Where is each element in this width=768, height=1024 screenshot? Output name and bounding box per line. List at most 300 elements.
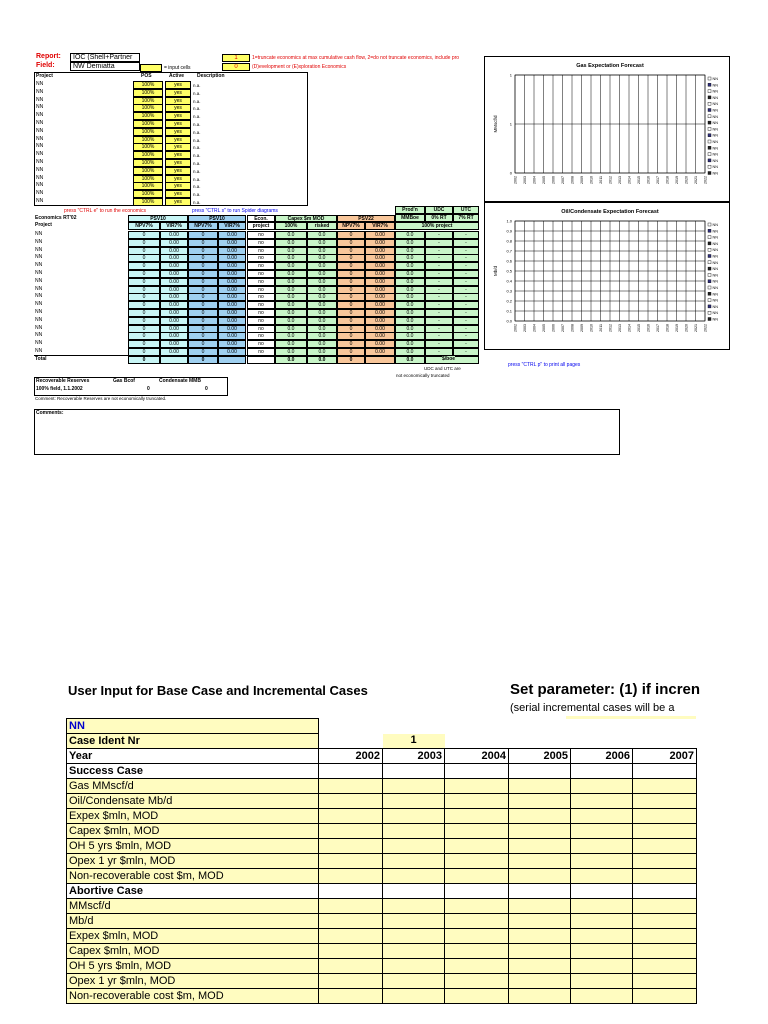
econ-value-cell: 0.0 (307, 348, 337, 356)
econ-value-cell: 0 (337, 340, 365, 348)
input-cell[interactable] (633, 959, 697, 974)
legend-entry: NN (712, 171, 718, 176)
pos-cell[interactable]: 100% (133, 136, 163, 144)
econ-value-cell: 0 (337, 262, 365, 270)
econ-value-cell: no (247, 239, 275, 247)
pos-cell[interactable]: 100% (133, 182, 163, 190)
pos-cell[interactable]: 100% (133, 159, 163, 167)
econ-value-cell: - (453, 348, 479, 356)
econ-row-name: NN (35, 309, 43, 315)
blank (383, 719, 445, 734)
input-cell[interactable] (319, 794, 383, 809)
input-cell[interactable] (445, 944, 509, 959)
econ-value-cell: 0.0 (395, 309, 425, 317)
econ-value-cell: 0 (128, 317, 160, 325)
econ-value-cell: 0.00 (160, 317, 188, 325)
input-cell[interactable] (571, 959, 633, 974)
input-cell[interactable] (571, 884, 633, 899)
input-cell[interactable] (571, 869, 633, 884)
project-name: NN (36, 120, 44, 126)
blank (633, 734, 697, 749)
econ-value-cell: 0.0 (395, 348, 425, 356)
econ-value-cell: 0.0 (395, 254, 425, 262)
y-tick-label: 0.8 (506, 238, 512, 244)
econ-value-cell: 0 (337, 286, 365, 294)
truncate-flag-cell[interactable]: 1 (222, 54, 250, 62)
input-cell[interactable] (445, 959, 509, 974)
econ-row-name: NN (35, 238, 43, 245)
econ-value-cell: 0.00 (160, 239, 188, 247)
input-cell[interactable] (509, 929, 571, 944)
econ-value-cell: - (453, 332, 479, 340)
input-cell[interactable] (445, 779, 509, 794)
active-cell[interactable]: yes (165, 159, 191, 167)
parameter-label: OH 5 yrs $mln, MOD (67, 839, 319, 854)
econ-value-cell: 0.00 (160, 301, 188, 309)
input-cell[interactable] (633, 809, 697, 824)
input-cell[interactable] (633, 764, 697, 779)
econ-value-cell: 0 (188, 270, 218, 278)
input-cell[interactable] (509, 959, 571, 974)
input-cell[interactable] (319, 809, 383, 824)
input-row (67, 929, 697, 944)
econ-col-header: risked (307, 222, 337, 230)
field-value-cell[interactable]: NW Demiatta (70, 62, 140, 71)
total-cell: 0 (128, 356, 160, 364)
input-cell[interactable] (633, 989, 697, 1004)
blank (509, 734, 571, 749)
description-cell: n.a. (193, 192, 201, 198)
input-cell[interactable] (633, 914, 697, 929)
econ-value-cell: 0 (337, 293, 365, 301)
econ-value-cell: 0.0 (395, 332, 425, 340)
input-cell[interactable] (319, 989, 383, 1004)
legend-swatch (708, 90, 711, 93)
input-cell[interactable] (509, 989, 571, 1004)
input-cell[interactable] (445, 839, 509, 854)
input-cell[interactable] (509, 794, 571, 809)
econ-value-cell: 0.0 (275, 239, 307, 247)
econ-value-cell: - (425, 332, 453, 340)
input-cell[interactable] (445, 884, 509, 899)
econ-row-name: NN (35, 277, 43, 284)
input-cell[interactable] (383, 899, 445, 914)
y-tick-label: 1 (509, 72, 512, 78)
econ-value-cell: 0.0 (275, 332, 307, 340)
legend-entry: NN (712, 317, 718, 322)
input-cell[interactable] (509, 974, 571, 989)
active-cell[interactable]: yes (165, 198, 191, 206)
econ-row-name: NN (35, 324, 43, 331)
input-cell[interactable] (633, 929, 697, 944)
x-tick-label: 2003 (523, 176, 527, 184)
econ-col-header: project (247, 222, 275, 230)
active-cell[interactable]: yes (165, 97, 191, 105)
input-cell[interactable] (571, 839, 633, 854)
pos-cell[interactable]: 100% (133, 190, 163, 198)
econ-value-cell: 0.00 (160, 348, 188, 356)
input-cell[interactable] (319, 839, 383, 854)
input-cell[interactable] (509, 779, 571, 794)
active-cell[interactable]: yes (165, 175, 191, 183)
description-cell: n.a. (193, 114, 201, 120)
total-cell: 0 (188, 356, 218, 364)
input-cell[interactable] (383, 869, 445, 884)
econ-value-cell: 0 (128, 247, 160, 255)
legend-swatch (708, 165, 711, 168)
input-cell[interactable] (383, 854, 445, 869)
input-cell[interactable] (445, 824, 509, 839)
input-cell[interactable] (509, 839, 571, 854)
input-cell[interactable] (445, 869, 509, 884)
input-cell[interactable] (571, 824, 633, 839)
econ-value-cell: 0.0 (307, 239, 337, 247)
econ-value-cell: 0 (128, 231, 160, 239)
name-cell[interactable]: NN (67, 719, 319, 734)
input-cell[interactable] (445, 764, 509, 779)
input-cell[interactable] (319, 914, 383, 929)
x-tick-label: 2011 (599, 324, 603, 332)
input-cell[interactable] (509, 914, 571, 929)
econ-value-cell: - (425, 231, 453, 239)
utc-group-header: UTC (453, 206, 479, 214)
input-cell[interactable] (509, 869, 571, 884)
econ-value-cell: 0 (128, 301, 160, 309)
input-cell[interactable] (571, 794, 633, 809)
econ-value-cell: - (453, 293, 479, 301)
legend-swatch (708, 83, 711, 86)
econ-value-cell: - (425, 309, 453, 317)
input-cell[interactable] (319, 899, 383, 914)
input-cell[interactable] (509, 824, 571, 839)
description-cell: n.a. (193, 90, 201, 96)
econ-value-cell: 0 (128, 340, 160, 348)
legend-entry: NN (712, 127, 718, 132)
input-cell[interactable] (319, 779, 383, 794)
mmboe-header: MMBoe (395, 214, 425, 222)
y-tick-label: 0.5 (506, 268, 512, 274)
pos-cell[interactable]: 100% (133, 175, 163, 183)
input-cell[interactable] (445, 989, 509, 1004)
parameter-label: Capex $mln, MOD (67, 824, 319, 839)
x-tick-label: 2017 (656, 176, 660, 184)
legend-entry: NN (712, 254, 718, 259)
x-tick-label: 2017 (656, 324, 660, 332)
econ-value-cell: 0 (188, 278, 218, 286)
legend-swatch (708, 127, 711, 130)
input-cell[interactable] (571, 989, 633, 1004)
y-tick-label: 0.2 (506, 298, 512, 304)
input-cell[interactable] (383, 839, 445, 854)
project-name: NN (36, 159, 44, 165)
econ-row-name: NN (35, 340, 43, 347)
description-cell: n.a. (193, 184, 201, 190)
year-header: 2002 (319, 749, 383, 764)
active-cell[interactable]: yes (165, 136, 191, 144)
input-row (67, 899, 697, 914)
econ-value-cell: 0.0 (395, 231, 425, 239)
econ-value-cell: 0.0 (275, 278, 307, 286)
pos-cell[interactable]: 100% (133, 89, 163, 97)
project-name: NN (36, 198, 44, 204)
input-cell[interactable] (445, 929, 509, 944)
dev-flag-cell[interactable]: 0 (222, 63, 250, 71)
input-cell[interactable] (319, 854, 383, 869)
econ-value-cell: 0.00 (365, 270, 395, 278)
econ-value-cell: 0 (188, 317, 218, 325)
economics-table (34, 206, 478, 378)
input-cell[interactable] (571, 944, 633, 959)
input-cell[interactable] (571, 914, 633, 929)
input-cell[interactable] (383, 929, 445, 944)
econ-value-cell: 0 (337, 301, 365, 309)
econ-col-header: 100% (275, 222, 307, 230)
x-tick-label: 2014 (627, 176, 632, 184)
input-cells-legend-swatch (140, 64, 162, 72)
blank (571, 734, 633, 749)
econ-value-cell: 0.0 (307, 231, 337, 239)
input-cell[interactable] (319, 974, 383, 989)
input-cell[interactable] (633, 854, 697, 869)
econ-row-name: NN (35, 348, 43, 354)
legend-entry: NN (712, 248, 718, 253)
econ-col-header: NPV7% (188, 222, 218, 230)
input-cells-note: = input cells (164, 65, 191, 71)
input-cell[interactable] (571, 854, 633, 869)
legend-entry: NN (712, 273, 718, 278)
econ-value-cell: 0.00 (218, 317, 246, 325)
pos-cell[interactable]: 100% (133, 112, 163, 120)
econ-value-cell: 0.00 (218, 278, 246, 286)
input-cell[interactable] (383, 794, 445, 809)
econ-value-cell: 0 (337, 317, 365, 325)
econ-value-cell: 0.00 (218, 262, 246, 270)
input-cell[interactable] (571, 929, 633, 944)
input-cell[interactable] (571, 974, 633, 989)
input-cell[interactable] (319, 944, 383, 959)
econ-value-cell: 0 (128, 309, 160, 317)
econ-value-cell: no (247, 332, 275, 340)
input-cell[interactable] (571, 809, 633, 824)
input-cell[interactable] (509, 854, 571, 869)
input-cell[interactable] (319, 929, 383, 944)
econ-value-cell: no (247, 348, 275, 356)
input-cell[interactable] (383, 959, 445, 974)
x-tick-label: 2022 (703, 176, 708, 184)
pos-cell[interactable]: 100% (133, 97, 163, 105)
input-cell[interactable] (633, 884, 697, 899)
econ-value-cell: - (453, 309, 479, 317)
y-tick-label: 0.0 (506, 318, 512, 324)
active-col-header: Active (169, 73, 185, 79)
econ-value-cell: 0.0 (307, 340, 337, 348)
project-name: NN (36, 151, 44, 158)
econ-value-cell: - (425, 293, 453, 301)
input-cell[interactable] (319, 824, 383, 839)
input-cell[interactable] (509, 944, 571, 959)
econ-project-header: Project (35, 222, 52, 228)
parameter-label: Oil/Condensate Mb/d (67, 794, 319, 809)
econ-value-cell: 0 (337, 239, 365, 247)
x-tick-label: 2011 (599, 176, 603, 184)
active-cell[interactable]: yes (165, 151, 191, 159)
input-cell[interactable] (383, 944, 445, 959)
econ-value-cell: - (453, 301, 479, 309)
pos-cell[interactable]: 100% (133, 104, 163, 112)
pos-cell[interactable]: 100% (133, 128, 163, 136)
econ-value-cell: 0 (337, 325, 365, 333)
active-cell[interactable]: yes (165, 143, 191, 151)
input-cell[interactable] (633, 869, 697, 884)
active-cell[interactable]: yes (165, 120, 191, 128)
input-cell[interactable] (509, 899, 571, 914)
legend-entry: NN (712, 286, 718, 290)
econ-value-cell: 0 (128, 254, 160, 262)
input-cell[interactable] (509, 884, 571, 899)
x-tick-label: 2012 (608, 324, 613, 332)
input-cell[interactable] (319, 884, 383, 899)
input-cell[interactable] (319, 869, 383, 884)
input-cell[interactable] (633, 944, 697, 959)
total-cell (247, 356, 275, 364)
input-cell[interactable] (445, 794, 509, 809)
project-name: NN (36, 166, 44, 173)
active-cell[interactable]: yes (165, 128, 191, 136)
legend-swatch (708, 318, 711, 321)
field-label: Field: (36, 62, 55, 69)
econ-value-cell: - (453, 278, 479, 286)
active-cell[interactable]: yes (165, 167, 191, 175)
input-cell[interactable] (383, 824, 445, 839)
psv10a-group-header: PSV10 (128, 215, 188, 222)
reserves-title: Recoverable Reserves (36, 378, 90, 384)
input-cell[interactable] (509, 809, 571, 824)
description-cell: n.a. (193, 161, 201, 166)
set-parameter-title: Set parameter: (1) if incren (510, 681, 701, 698)
input-cell[interactable] (633, 824, 697, 839)
input-cell[interactable] (633, 974, 697, 989)
econ-value-cell: - (453, 262, 479, 270)
blank (445, 719, 509, 734)
pos-cell[interactable]: 100% (133, 143, 163, 151)
active-cell[interactable]: yes (165, 112, 191, 120)
x-tick-label: 2020 (684, 176, 689, 184)
input-cell[interactable] (633, 839, 697, 854)
input-cell[interactable] (383, 974, 445, 989)
pos-cell[interactable]: 100% (133, 198, 163, 206)
input-cell[interactable] (383, 989, 445, 1004)
x-tick-label: 2016 (646, 324, 651, 332)
x-tick-label: 2008 (570, 324, 575, 332)
legend-entry: NN (712, 133, 718, 138)
econ-value-cell: no (247, 247, 275, 255)
legend-entry: NN (712, 114, 718, 119)
utc-sub-header: 7% RT (453, 214, 479, 222)
report-value-cell[interactable]: IOC (Shell+Partner (70, 53, 140, 62)
active-cell[interactable]: yes (165, 81, 191, 89)
input-cell[interactable] (571, 779, 633, 794)
dev-note: (D)evelopment or (E)xploration Economics (252, 64, 347, 70)
econ-value-cell: 0 (188, 348, 218, 356)
econ-value-cell: 0.00 (160, 278, 188, 286)
legend-entry: NN (712, 140, 718, 144)
econ-value-cell: 0 (337, 348, 365, 356)
econ-value-cell: no (247, 270, 275, 278)
input-cell[interactable] (445, 809, 509, 824)
economics-title: Economics RT'02 (35, 215, 77, 221)
econ-value-cell: no (247, 286, 275, 294)
ctrl-e-note: press "CTRL e" to run the economics (64, 208, 147, 214)
econ-value-cell: 0.00 (160, 247, 188, 255)
input-cell[interactable] (383, 779, 445, 794)
legend-entry: NN (712, 102, 718, 107)
input-cell[interactable] (383, 809, 445, 824)
parameter-label: MMscf/d (67, 899, 319, 914)
report-label: Report: (36, 53, 61, 60)
legend-entry: NN (712, 121, 718, 126)
econ-value-cell: 0 (188, 286, 218, 294)
parameter-label: Opex 1 yr $mln, MOD (67, 974, 319, 989)
input-row (67, 794, 697, 809)
pos-cell[interactable]: 100% (133, 167, 163, 175)
input-cell[interactable] (571, 899, 633, 914)
legend-entry: NN (712, 108, 718, 113)
econ-value-cell: 0.0 (395, 247, 425, 255)
input-cell[interactable] (319, 764, 383, 779)
ctrl-p-note: press "CTRL p" to print all pages (508, 362, 581, 368)
legend-swatch (708, 311, 711, 314)
econ-value-cell: 0.00 (218, 254, 246, 262)
comments-box[interactable] (34, 409, 620, 455)
input-row (67, 944, 697, 959)
input-cell[interactable] (383, 764, 445, 779)
legend-entry: NN (712, 298, 718, 303)
input-row (67, 809, 697, 824)
pos-cell[interactable]: 100% (133, 120, 163, 128)
active-cell[interactable]: yes (165, 190, 191, 198)
econ-value-cell: 0.0 (395, 286, 425, 294)
econ-row-name: NN (35, 270, 43, 276)
input-cell[interactable] (571, 764, 633, 779)
legend-entry: NN (712, 241, 718, 246)
input-cell[interactable] (633, 794, 697, 809)
input-cell[interactable] (383, 914, 445, 929)
input-cell[interactable] (319, 959, 383, 974)
input-cell[interactable] (633, 899, 697, 914)
legend-swatch (708, 248, 711, 251)
x-tick-label: 2005 (542, 324, 546, 332)
input-cell[interactable] (383, 884, 445, 899)
econ-value-cell: 0 (337, 309, 365, 317)
pos-cell[interactable]: 100% (133, 151, 163, 159)
input-cell[interactable] (445, 899, 509, 914)
case-ident-value[interactable]: 1 (383, 734, 445, 749)
econ-value-cell: no (247, 301, 275, 309)
active-cell[interactable]: yes (165, 104, 191, 112)
x-tick-label: 2007 (561, 324, 565, 332)
active-cell[interactable]: yes (165, 89, 191, 97)
active-cell[interactable]: yes (165, 182, 191, 190)
input-cell[interactable] (445, 914, 509, 929)
input-cell[interactable] (445, 974, 509, 989)
x-tick-label: 2006 (551, 324, 556, 332)
pos-cell[interactable]: 100% (133, 81, 163, 89)
input-cell[interactable] (509, 764, 571, 779)
econ-value-cell: 0.0 (395, 301, 425, 309)
input-cell[interactable] (633, 779, 697, 794)
legend-entry: NN (712, 146, 718, 151)
input-cell[interactable] (445, 854, 509, 869)
